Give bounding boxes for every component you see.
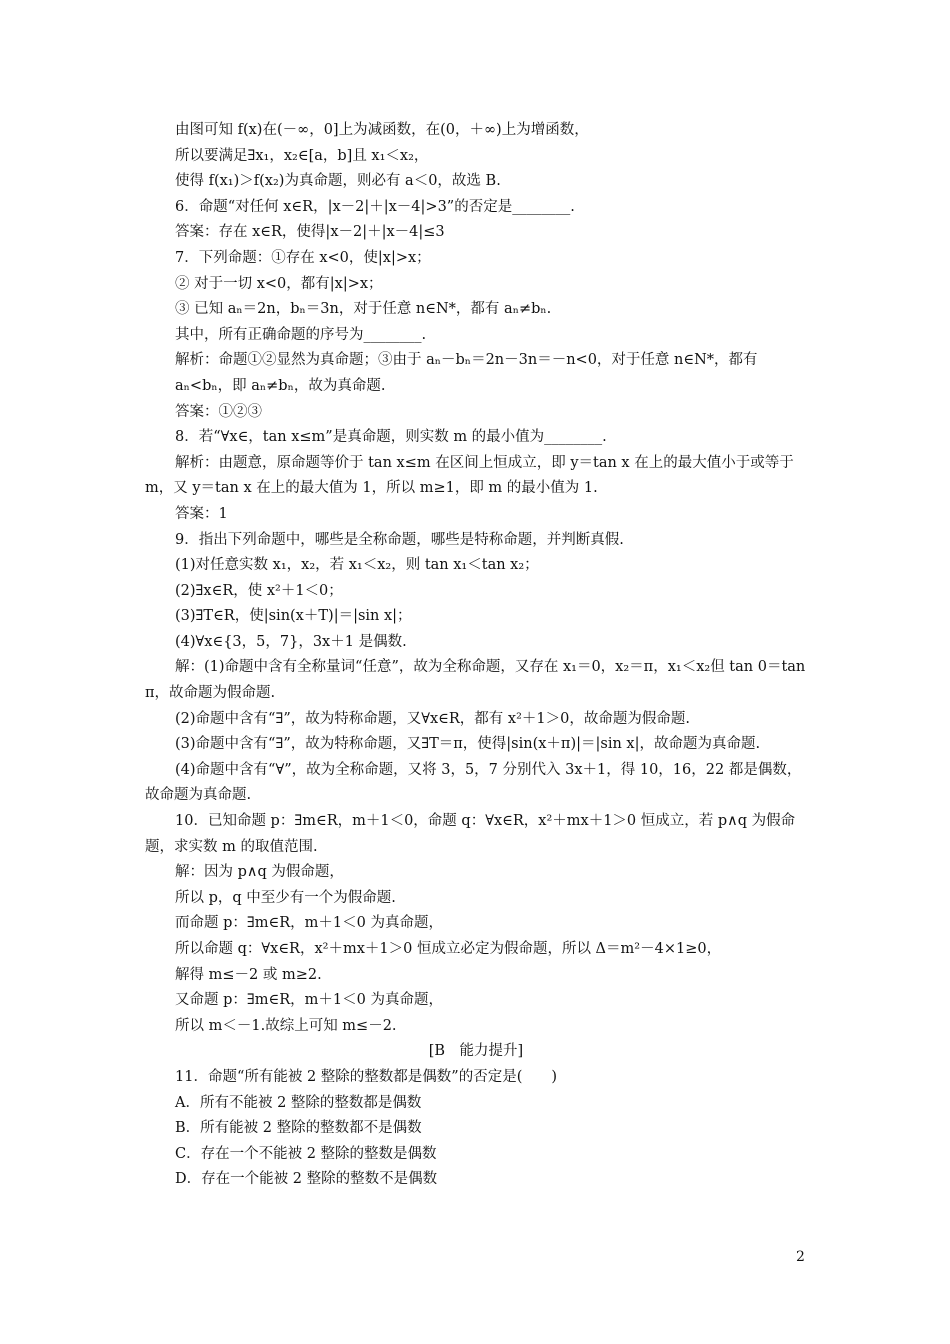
text-line: 所以 m＜－1.故综上可知 m≤－2. xyxy=(175,1017,397,1034)
answer-6: 答案：存在 x∈R，使得|x－2|＋|x－4|≤3 xyxy=(175,224,445,241)
text-line: 又命题 p：∃m∈R，m＋1＜0 为真命题， xyxy=(175,992,443,1009)
text-line: 所以 p，q 中至少有一个为假命题. xyxy=(175,889,396,906)
question-7: 7．下列命题：①存在 x<0，使|x|>x； xyxy=(175,249,431,266)
text-line: 其中，所有正确命题的序号为________. xyxy=(175,326,427,343)
question-11: 11．命题“所有能被 2 整除的整数都是偶数”的否定是( ) xyxy=(175,1068,558,1085)
text-line: 解得 m≤－2 或 m≥2. xyxy=(175,966,322,983)
text-line: 所以命题 q：∀x∈R，x²＋mx＋1＞0 恒成立必定为假命题，所以 Δ＝m²－4×1≥0， xyxy=(175,941,722,957)
text-line: 由图可知 f(x)在(－∞，0]上为减函数，在(0，＋∞)上为增函数， xyxy=(175,122,589,138)
option-a: A．所有不能被 2 整除的整数都是偶数 xyxy=(175,1094,422,1111)
option-c: C．存在一个不能被 2 整除的整数是偶数 xyxy=(175,1145,437,1162)
analysis-7-text: 解析：命题①②显然为真命题；③由于 aₙ－bₙ＝2n－3n＝－n<0，对于任意 n∈N*，都有 aₙ<bₙ，即 aₙ≠bₙ，故为真命题. xyxy=(175,352,758,394)
text-line: ② 对于一切 x<0，都有|x|>x； xyxy=(175,275,383,292)
document-page xyxy=(145,118,807,1193)
text-line: (1)对任意实数 x₁，x₂，若 x₁＜x₂，则 tan x₁＜tan x₂； xyxy=(175,557,539,574)
solution-9-2: (2)命题中含有“∃”，故为特称命题，又∀x∈R，都有 x²＋1＞0，故命题为假命题. xyxy=(175,710,690,727)
text-line: 而命题 p：∃m∈R，m＋1＜0 为真命题， xyxy=(175,915,443,932)
text-line: (3)∃T∈R，使|sin(x＋T)|＝|sin x|； xyxy=(175,608,412,625)
question-6: 6．命题“对任何 x∈R，|x－2|＋|x－4|>3”的否定是________. xyxy=(175,198,575,215)
text-line: ③ 已知 aₙ＝2n，bₙ＝3n，对于任意 n∈N*，都有 aₙ≠bₙ. xyxy=(175,301,552,318)
option-b: B．所有能被 2 整除的整数都不是偶数 xyxy=(175,1120,422,1137)
text-line: 使得 f(x₁)＞f(x₂)为真命题，则必有 a＜0，故选 B. xyxy=(175,173,501,190)
analysis-7 xyxy=(145,348,807,399)
answer-7: 答案：①②③ xyxy=(175,403,262,420)
option-d: D．存在一个能被 2 整除的整数不是偶数 xyxy=(175,1171,438,1188)
page-number: 2 xyxy=(796,1249,805,1265)
text-line: (4)∀x∈{3，5，7}，3x＋1 是偶数. xyxy=(175,633,407,650)
solution-9-3: (3)命题中含有“∃”，故为特称命题，又∃T＝π，使得|sin(x＋π)|＝|sin x|，故命题为真命题. xyxy=(175,736,761,753)
question-10: 10．已知命题 p：∃m∈R，m＋1＜0，命题 q：∀x∈R，x²＋mx＋1＞0 恒成立，若 p∧q 为假命题，求实数 m 的取值范围. xyxy=(145,813,796,855)
question-8: 8．若“∀x∈，tan x≤m”是真命题，则实数 m 的最小值为________. xyxy=(175,429,607,446)
question-9: 9．指出下列命题中，哪些是全称命题，哪些是特称命题，并判断真假. xyxy=(175,531,624,548)
text-line: 解：因为 p∧q 为假命题， xyxy=(175,864,344,881)
solution-9-4: (4)命题中含有“∀”，故为全称命题，又将 3，5，7 分别代入 3x＋1，得 10，16，22 都是偶数，故命题为真命题. xyxy=(145,761,802,804)
text-line: (2)∃x∈R，使 x²＋1＜0； xyxy=(175,582,343,599)
text-line: 所以要满足∃x₁，x₂∈[a，b]且 x₁＜x₂， xyxy=(175,147,429,164)
answer-8: 答案：1 xyxy=(175,505,228,522)
section-heading: [B 能力提升] xyxy=(428,1043,524,1060)
solution-9-1: 解：(1)命题中含有全称量词“任意”，故为全称命题，又存在 x₁＝0，x₂＝π，x₁＜x₂但 tan 0＝tan π，故命题为假命题. xyxy=(145,659,806,702)
analysis-8: 解析：由题意，原命题等价于 tan x≤m 在区间上恒成立，即 y＝tan x 在上的最大值小于或等于 m，又 y＝tan x 在上的最大值为 1，所以 m≥1，即 m 的最小值为 1. xyxy=(145,454,794,497)
